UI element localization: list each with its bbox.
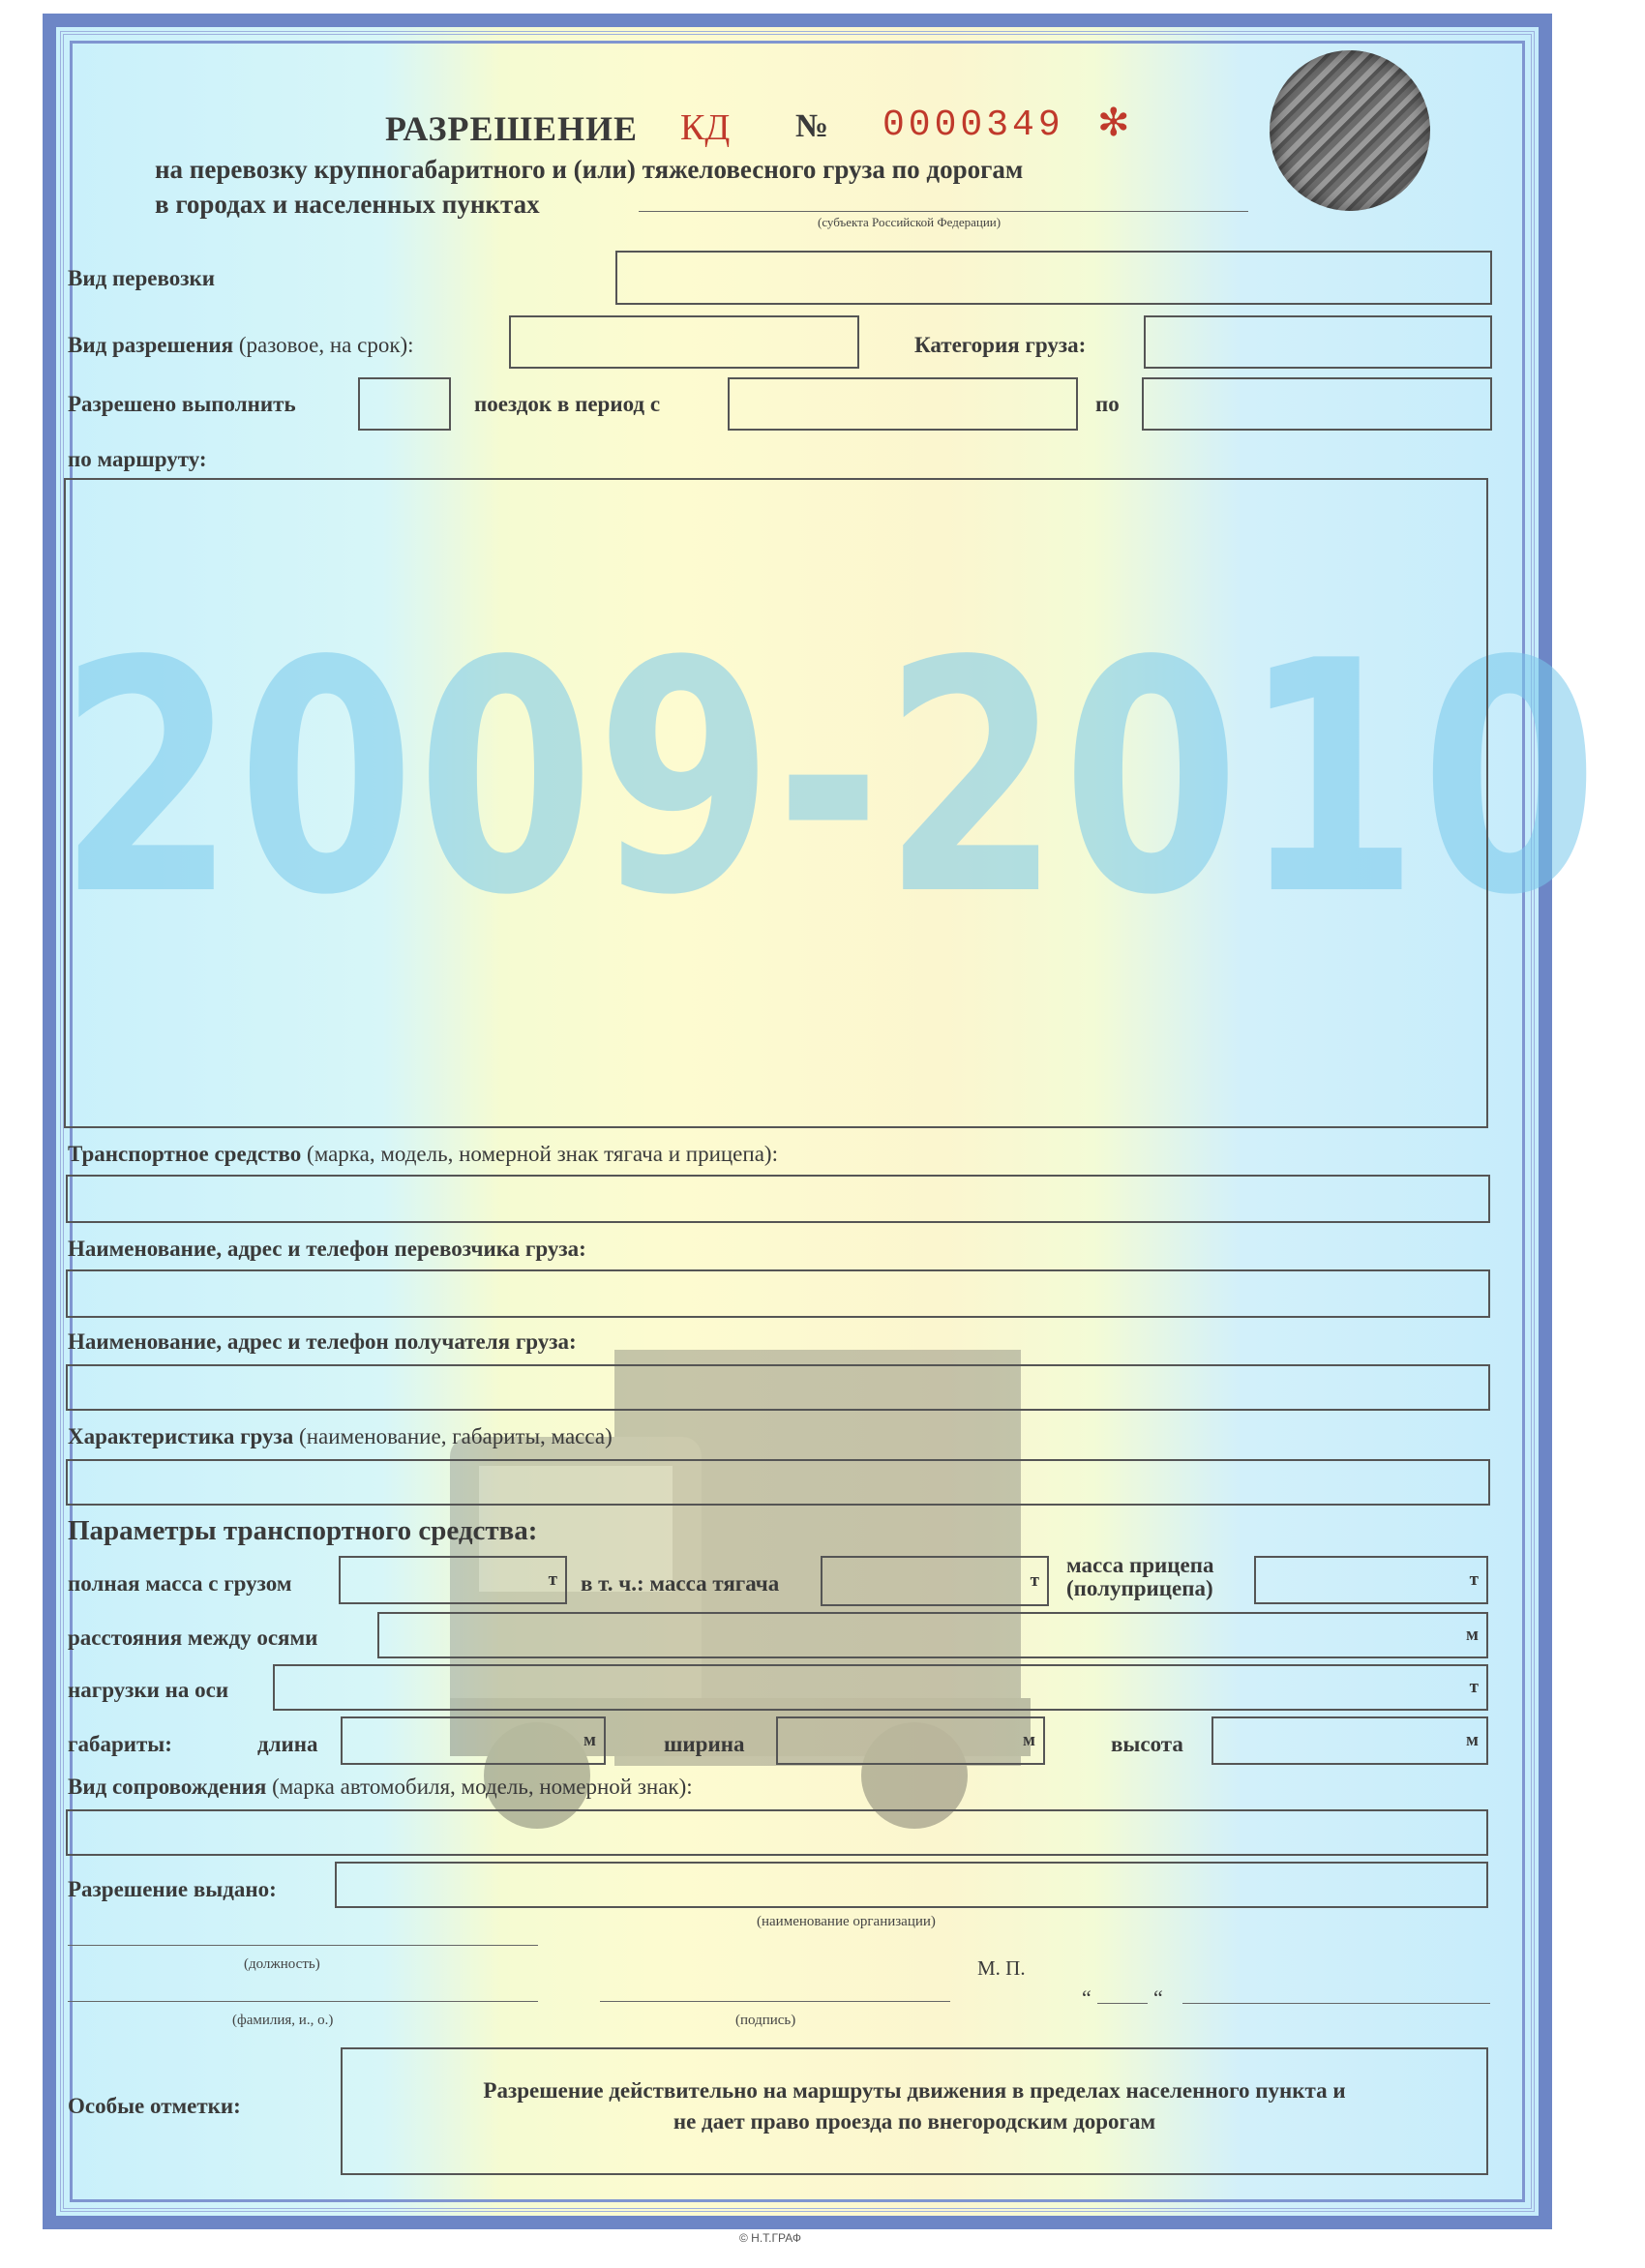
cargo-category-label: Категория груза:	[914, 333, 1087, 357]
axle-distances-label: расстояния между осями	[68, 1626, 318, 1650]
width-field[interactable]	[776, 1716, 1045, 1765]
date-quote-close: “	[1153, 1985, 1163, 2010]
special-text-line2: не дает право проезда по внегородским дорогам	[673, 2109, 1156, 2134]
date-quote-open: “	[1082, 1985, 1092, 2010]
recipient-label: Наименование, адрес и телефон получателя груза:	[68, 1329, 577, 1354]
cargo-category-field[interactable]	[1144, 315, 1492, 369]
special-text-line1: Разрешение действительно на маршруты движения в пределах населенного пункта и	[483, 2078, 1346, 2103]
stamp-place: М. П.	[977, 1956, 1026, 1980]
star-mark: ✻	[1097, 101, 1130, 145]
signature-line	[600, 2001, 950, 2002]
recipient-field[interactable]	[66, 1364, 1490, 1411]
trailer-mass-field[interactable]	[1254, 1556, 1488, 1604]
printer-mark: © Н.Т.ГРАФ	[739, 2231, 801, 2245]
series-code: КД	[680, 107, 731, 148]
gross-mass-unit: т	[548, 1569, 557, 1590]
axle-distances-field[interactable]	[377, 1612, 1488, 1658]
vehicle-note: (марка, модель, номерной знак тягача и прицепа):	[307, 1142, 778, 1166]
escort-field[interactable]	[66, 1809, 1488, 1856]
serial-number: 0000349	[882, 104, 1064, 146]
vehicle-label: Транспортное средство	[68, 1142, 302, 1166]
transport-type-label: Вид перевозки	[68, 266, 215, 290]
trailer-mass-label: масса прицепа	[1066, 1553, 1214, 1577]
gross-mass-label: полная масса с грузом	[68, 1571, 292, 1596]
subtitle-line2: в городах и населенных пунктах	[155, 190, 540, 219]
subtitle-line1: на перевозку крупногабаритного и (или) тяжеловесного груза по дорогам	[155, 155, 1024, 184]
carrier-label: Наименование, адрес и телефон перевозчика груза:	[68, 1237, 586, 1261]
axle-distances-unit: м	[1466, 1625, 1479, 1645]
height-label: высота	[1111, 1732, 1183, 1756]
tractor-mass-unit: т	[1030, 1570, 1039, 1591]
position-line	[68, 1945, 538, 1946]
trips-count-field[interactable]	[358, 377, 451, 431]
issued-label: Разрешение выдано:	[68, 1877, 277, 1901]
period-from-field[interactable]	[728, 377, 1078, 431]
length-field[interactable]	[341, 1716, 606, 1765]
height-field[interactable]	[1211, 1716, 1488, 1765]
date-day-line[interactable]	[1097, 2003, 1148, 2004]
width-label: ширина	[664, 1732, 745, 1756]
period-to-label: по	[1095, 392, 1120, 416]
tractor-mass-label: в т. ч.: масса тягача	[581, 1571, 780, 1596]
special-marks-box	[341, 2047, 1488, 2175]
org-caption: (наименование организации)	[757, 1914, 936, 1929]
axle-loads-field[interactable]	[273, 1664, 1488, 1711]
permit-type-field[interactable]	[509, 315, 859, 369]
trips-period-label: поездок в период с	[474, 392, 661, 416]
cargo-char-label: Характеристика груза	[68, 1424, 294, 1448]
hologram-seal	[1270, 50, 1430, 211]
cargo-char-field[interactable]	[66, 1459, 1490, 1506]
params-heading: Параметры транспортного средства:	[68, 1515, 538, 1546]
escort-note: (марка автомобиля, модель, номерной знак):	[272, 1775, 693, 1799]
gross-mass-field[interactable]	[339, 1556, 567, 1604]
name-line	[68, 2001, 538, 2002]
years-watermark: 2009-2010	[58, 593, 1600, 965]
axle-loads-label: нагрузки на оси	[68, 1678, 229, 1702]
date-month-line[interactable]	[1182, 2003, 1490, 2004]
axle-loads-unit: т	[1469, 1677, 1479, 1697]
trailer-mass-unit: т	[1469, 1569, 1479, 1590]
length-label: длина	[257, 1732, 318, 1756]
vehicle-field[interactable]	[66, 1175, 1490, 1223]
position-caption: (должность)	[244, 1956, 320, 1972]
dimensions-label: габариты:	[68, 1732, 172, 1756]
period-to-field[interactable]	[1142, 377, 1492, 431]
permit-type-note: (разовое, на срок):	[238, 333, 414, 357]
transport-type-field[interactable]	[615, 251, 1492, 305]
height-unit: м	[1466, 1730, 1479, 1750]
route-label: по маршруту:	[68, 447, 207, 471]
allowed-label: Разрешено выполнить	[68, 392, 296, 416]
length-unit: м	[583, 1730, 596, 1750]
trailer-mass-sublabel: (полуприцепа)	[1066, 1576, 1213, 1600]
signature-caption: (подпись)	[735, 2013, 796, 2028]
number-sign: №	[795, 108, 829, 144]
document-title: РАЗРЕШЕНИЕ	[385, 109, 639, 148]
permit-type-label: Вид разрешения	[68, 333, 234, 357]
subject-caption: (субъекта Российской Федерации)	[818, 215, 1002, 229]
subject-line	[639, 211, 1248, 212]
issued-org-field[interactable]	[335, 1862, 1488, 1908]
tractor-mass-field[interactable]	[821, 1556, 1049, 1606]
name-caption: (фамилия, и., о.)	[232, 2013, 334, 2028]
special-marks-label: Особые отметки:	[68, 2094, 241, 2118]
cargo-char-note: (наименование, габариты, масса)	[299, 1424, 613, 1448]
route-field[interactable]	[64, 478, 1488, 1128]
escort-label: Вид сопровождения	[68, 1775, 267, 1799]
width-unit: м	[1023, 1730, 1035, 1750]
carrier-field[interactable]	[66, 1269, 1490, 1318]
